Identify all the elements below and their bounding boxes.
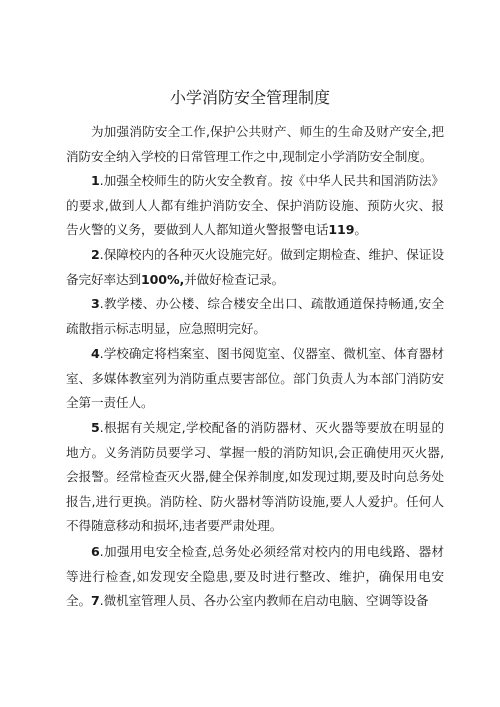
rule-number: 1 [91,173,100,188]
rule-item-2 [66,243,444,292]
rule-text: .教学楼、办公楼、综合楼安全出口、疏散通道保持畅通,安全疏散指示标志明显，应急照明完好。 [66,296,444,336]
rule-text: .保障校内的各种灭火设施完好。做到定期检查、维护、保证设备完好率达到 [66,247,444,287]
rule-item-1 [66,169,444,243]
intro-paragraph: 为加强消防安全工作,保护公共财产、师生的生命及财产安全,把消防安全纳入学校的日常管理工作之中,现制定小学消防安全制度。 [66,124,444,164]
document-title: 小学消防安全管理制度 [169,88,330,107]
rule-text: .加强全校师生的防火安全教育。按《中华人民共和国消防法》的要求,做到人人都有维护消防安全、保护消防设施、预防火灾、报告火警的义务，要做到人人都知道火警报警电话 [66,173,444,238]
rule-emphasis: 119 [328,222,355,238]
rule-text-tail: 并做好检查记录。 [184,271,285,287]
rule-text: .学校确定将档案室、图书阅览室、仪器室、微机室、体育器材室、多媒体教室列为消防重点要害部位。部门负责人为本部门消防安全第一责任人。 [66,346,444,411]
rule-item-5 [66,416,444,539]
rule-number: 7 [91,593,100,608]
rule-text: .微机室管理人员、各办公室内教师在启动电脑、空调等设备 [99,593,429,608]
rule-number: 4 [91,346,100,361]
rule-item-7 [66,589,444,614]
rule-emphasis: 100%, [140,271,185,287]
rule-item-4 [66,342,444,416]
rule-text: .根据有关规定,学校配备的消防器材、灭火器等要放在明显的地方。义务消防员要学习、掌握一般的消防知识,会正确使用灭火器,会报警。经常检查灭火器,健全保养制度,如发现过期,要及时向总务处报告,进行更换。消防栓、防火器材等消防设施,要人人爱护。任何人不得随意移动和损坏,违者要严肃处理。 [66,420,444,534]
rule-item-3 [66,292,444,341]
rule-number: 6 [91,544,100,559]
rule-text: .加强用电安全检查,总务处必须经常对校内的用电线路、器材等进行检查,如发现安全隐患,要及时进行整改、维护，确保用电安全。 [66,544,444,609]
rule-text-tail: 。 [354,222,367,238]
rule-number: 2 [91,247,100,262]
rule-number: 3 [91,296,100,311]
rule-number: 5 [91,420,100,435]
